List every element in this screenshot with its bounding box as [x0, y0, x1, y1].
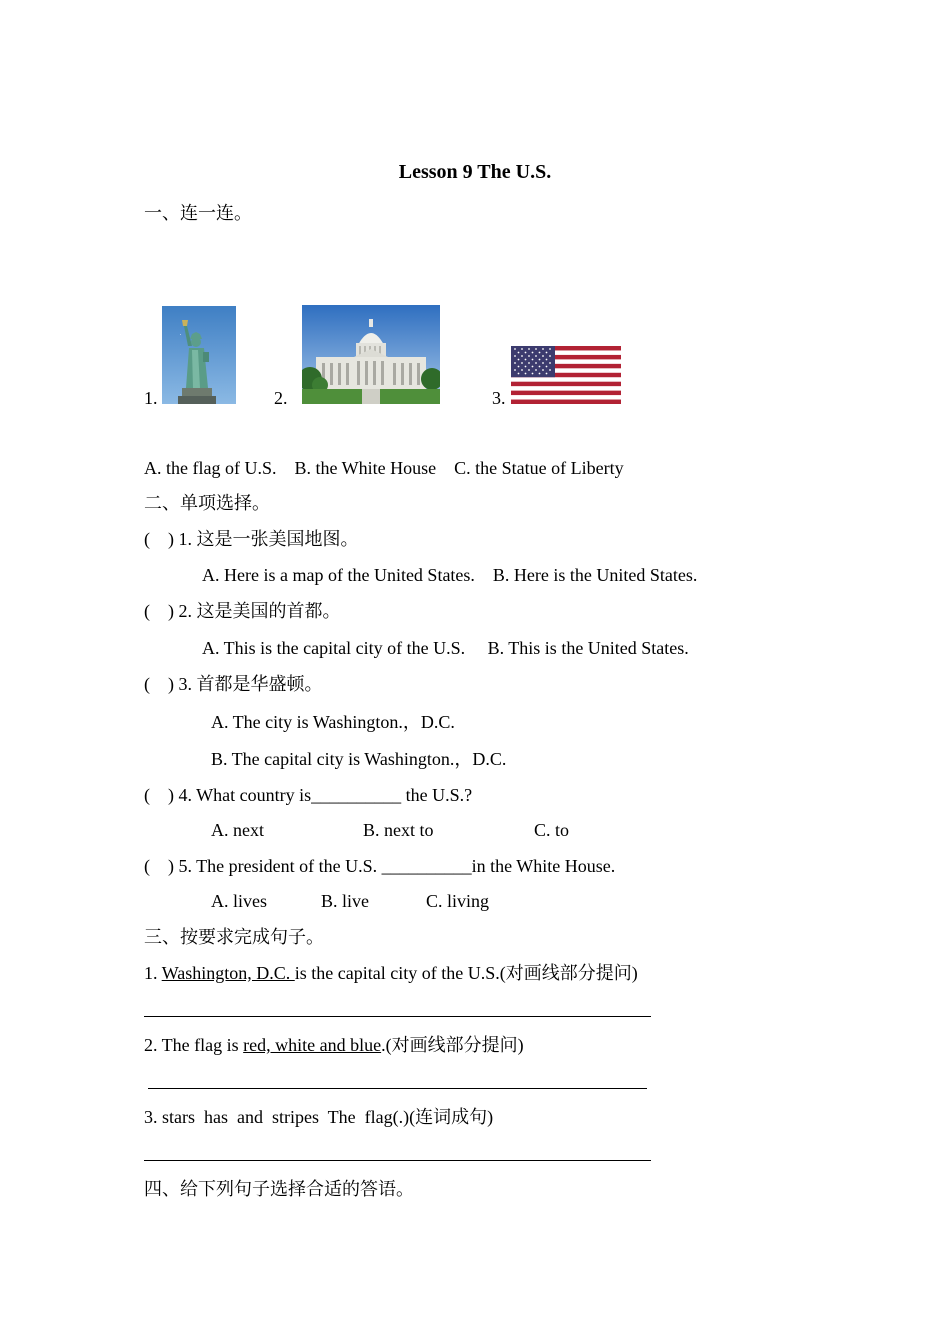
q5-option-a: A. lives — [211, 891, 267, 911]
sentence-2-pre: 2. The flag is — [144, 1035, 244, 1055]
section2-heading: 二、单项选择。 — [144, 493, 270, 513]
statue-of-liberty-image — [162, 306, 236, 404]
q1-stem: ( ) 1. 这是一张美国地图。 — [144, 529, 359, 549]
sentence-1-underlined: Washington, D.C. — [161, 963, 295, 983]
sentence-1-rest: is the capital city of the U.S.(对画线部分提问) — [294, 963, 638, 983]
sentence-3: 3. stars has and stripes The flag(.)(连词成句) — [144, 1107, 494, 1127]
q3-stem: ( ) 3. 首都是华盛顿。 — [144, 674, 323, 694]
q4-option-b: B. next to — [363, 820, 434, 840]
capitol-building-image — [302, 305, 440, 404]
answer-line-2[interactable] — [148, 1088, 647, 1089]
sentence-1 — [144, 962, 638, 984]
q1-options: A. Here is a map of the United States. B. Here is the United States. — [202, 565, 698, 585]
q5-stem: ( ) 5. The president of the U.S. __________in the White House. — [144, 856, 616, 876]
q4-stem: ( ) 4. What country is__________ the U.S.? — [144, 785, 473, 805]
q4-option-c: C. to — [534, 820, 570, 840]
image-label-2: 2. — [274, 388, 288, 408]
sentence-2-rest: .(对画线部分提问) — [381, 1035, 524, 1055]
sentence-1-number: 1. — [144, 963, 162, 983]
sentence-2-underlined: red, white and blue — [243, 1035, 382, 1055]
image-label-3: 3. — [492, 388, 506, 408]
q4-option-a: A. next — [211, 820, 264, 840]
sentence-2 — [144, 1034, 524, 1056]
q3-option-b: B. The capital city is Washington.，D.C. — [211, 749, 507, 769]
section1-heading: 一、连一连。 — [144, 203, 252, 223]
section3-heading: 三、按要求完成句子。 — [144, 927, 324, 947]
q5-option-b: B. live — [321, 891, 369, 911]
section4-heading: 四、给下列句子选择合适的答语。 — [144, 1179, 414, 1199]
q3-option-a: A. The city is Washington.，D.C. — [211, 712, 455, 732]
q2-stem: ( ) 2. 这是美国的首都。 — [144, 601, 341, 621]
answer-line-1[interactable] — [144, 1016, 651, 1017]
answer-line-3[interactable] — [144, 1160, 651, 1161]
section1-options: A. the flag of U.S. B. the White House C. the Statue of Liberty — [144, 458, 624, 478]
q2-options: A. This is the capital city of the U.S. B. This is the United States. — [202, 638, 689, 658]
q5-option-c: C. living — [426, 891, 490, 911]
image-label-1: 1. — [144, 388, 158, 408]
us-flag-image — [511, 346, 621, 404]
page-title: Lesson 9 The U.S. — [398, 161, 552, 183]
